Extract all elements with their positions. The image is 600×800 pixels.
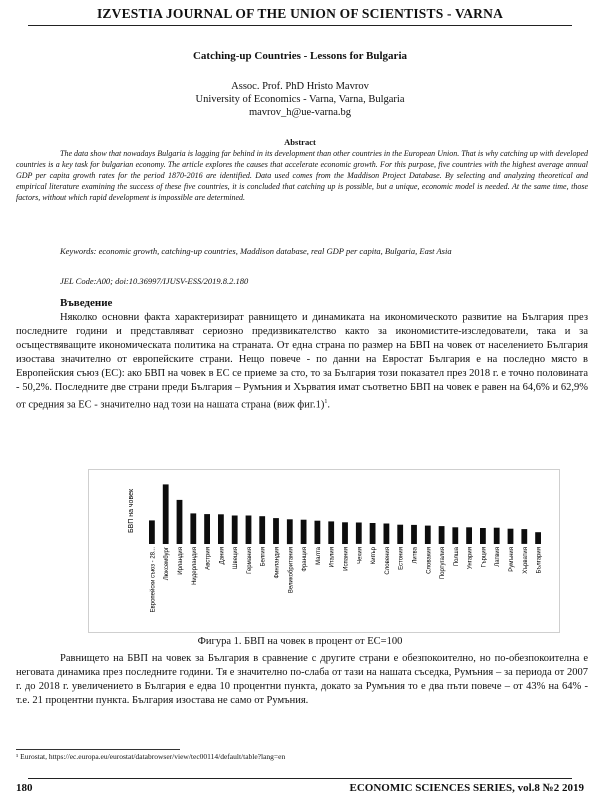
figure-caption: Фигура 1. БВП на човек в процент от ЕС=100 [197, 636, 403, 647]
bar-21 [439, 526, 445, 544]
abstract-text: The data show that nowadays Bulgaria is lagging far behind in its development than other countries in the European Union. That is why catching up with developed countries is a key task for bulgarian economy. The article explores the causes that accelerate economic growth. For this purpose, five countries with the highest average annual GDP per capita growth rates for the period 1870-2016 are identified. Data used comes from the Maddison Project Database. By selecting and analyzing theoretical and empirical literature examining the success of these five countries, it is concluded that catching up is possible, but a unique, economic model is needed. At the same time, those factors, without which rapid development is impossible are determined. [16, 149, 588, 202]
bar-2 [177, 500, 183, 544]
intro-paragraph-1 [16, 311, 588, 413]
paper-title: Catching-up Countries - Lessons for Bulgaria [192, 50, 407, 62]
bar-16 [370, 523, 376, 544]
footnote: ¹ Eurostat, https://ec.europa.eu/eurostat/databrowser/view/tec00114/default/table?lang=en [16, 752, 286, 761]
figure-1 [88, 469, 560, 633]
x-tick-label-11: Франция [302, 547, 309, 572]
x-tick-label-5: Дания [219, 547, 226, 565]
bar-10 [287, 519, 293, 544]
abstract-heading: Abstract [284, 137, 316, 147]
x-tick-label-13: Италия [329, 547, 336, 568]
x-tick-label-12: Малта [315, 547, 322, 565]
bar-12 [315, 521, 321, 544]
keywords: Keywords: economic growth, catching-up countries, Maddison database, real GDP per capita, Bulgaria, East Asia [60, 246, 452, 256]
x-tick-label-21: Португалия [440, 547, 447, 580]
bar-23 [466, 527, 472, 544]
author-block [28, 80, 572, 119]
bar-28 [535, 532, 541, 544]
author-affiliation: University of Economics - Varna, Varna, Bulgaria [195, 94, 405, 105]
bar-3 [190, 513, 196, 544]
page-number: 180 [16, 782, 33, 794]
x-tick-label-9: Финландия [274, 547, 281, 579]
x-tick-label-23: Унгария [467, 547, 474, 570]
bar-6 [232, 516, 238, 545]
bar-15 [356, 523, 362, 544]
bar-20 [425, 526, 431, 544]
bar-7 [246, 516, 252, 545]
x-tick-label-25: Латвия [495, 547, 502, 567]
bar-17 [384, 524, 390, 545]
footer-rule [28, 778, 572, 779]
x-tick-label-0: Европейски съюз - 28... [150, 547, 157, 613]
footnote-rule [16, 749, 180, 750]
y-axis-label: БВП на човек [128, 488, 135, 534]
x-tick-label-8: Белгия [260, 547, 267, 567]
x-tick-label-27: Хърватия [522, 547, 529, 574]
intro-paragraph-1-end: . [327, 399, 330, 411]
bar-18 [397, 525, 403, 544]
bar-1 [163, 484, 169, 544]
bar-0 [149, 520, 155, 544]
footnote-ref: 1 [324, 399, 328, 405]
intro-paragraph-1-text: Няколко основни факта характеризират равнището и динамиката на икономическото развитие на България през последните години и представляват сериозно предизвикателство както за икономистите-изследователи, така и за осъществяващите икономическата политика на страната. От една страна по размер на БВП на човек от населението България изостава значително от европейските страни. Нещо повече - по данни на Евростат България е на последно място в Европейския съюз (ЕС): ако БВП на човек в ЕС се приеме за сто, то за България този показател през 2018 г. е точно половината - 50,2%. Последните две страни преди България – Румъния и Хърватия имат съответно БВП на човек е равен на 64,6% и 62,9% от средния за ЕС - значително над този на нашата страна (виж фиг.1) [16, 312, 588, 411]
bar-13 [328, 521, 334, 544]
section-heading: Въведение [60, 297, 113, 309]
bar-14 [342, 522, 348, 544]
bar-19 [411, 525, 417, 544]
bar-25 [494, 528, 500, 544]
header-rule [28, 25, 572, 26]
bar-24 [480, 528, 486, 544]
jel-code: JEL Code:A00; doi:10.36997/IJUSV-ESS/2019.8.2.180 [60, 276, 249, 286]
x-tick-label-16: Кипър [371, 547, 378, 565]
bar-8 [259, 516, 265, 544]
bar-11 [301, 520, 307, 544]
x-tick-label-20: Словакия [426, 547, 433, 574]
x-tick-label-14: Испания [343, 547, 350, 571]
x-tick-label-18: Естония [398, 547, 405, 570]
journal-series: ECONOMIC SCIENCES SERIES, vol.8 №2 2019 [349, 782, 584, 794]
bar-5 [218, 514, 224, 544]
bar-9 [273, 518, 279, 544]
x-tick-label-3: Нидерландия [191, 547, 198, 585]
bar-26 [508, 529, 514, 544]
journal-header: IZVESTIA JOURNAL OF THE UNION OF SCIENTISTS - VARNA [96, 6, 504, 21]
bar-27 [521, 529, 527, 544]
x-tick-label-10: Великобритания [288, 547, 295, 594]
x-tick-label-26: Румъния [509, 547, 515, 572]
x-tick-label-7: Германия [246, 547, 253, 574]
x-tick-label-1: Люксембург [164, 547, 171, 581]
x-tick-label-15: Чехия [357, 547, 364, 564]
x-tick-label-2: Ирландия [178, 547, 184, 575]
x-tick-label-24: Гърция [481, 547, 488, 568]
x-tick-label-17: Словения [384, 547, 391, 575]
author-email: mavrov_h@ue-varna.bg [248, 107, 352, 118]
author-name: Assoc. Prof. PhD Hristo Mavrov [231, 81, 369, 92]
bar-4 [204, 514, 210, 544]
x-tick-label-19: Литва [412, 547, 419, 564]
x-tick-label-28: България [536, 547, 543, 574]
gdp-bar-chart [89, 470, 559, 632]
intro-paragraph-2: Равнището на БВП на човек за България в сравнение с другите страни е обезпокоително, но по-обезпокоителна е неговата динамика през последните години. Тя е значително по-слаба от тази на нашата съседка, Румъния – за периода от 2007 г. до 2018 г. увеличението в България е едва 10 процентни пункта, докато за Румъния то е два пъти повече – от 43% на 64% - т.е. 21 процентни пункта. България изостава не само от Румъния. [16, 653, 588, 706]
x-tick-label-22: Полша [453, 547, 460, 567]
x-tick-label-4: Австрия [205, 547, 212, 570]
bar-22 [452, 527, 458, 544]
x-tick-label-6: Швеция [233, 547, 240, 569]
